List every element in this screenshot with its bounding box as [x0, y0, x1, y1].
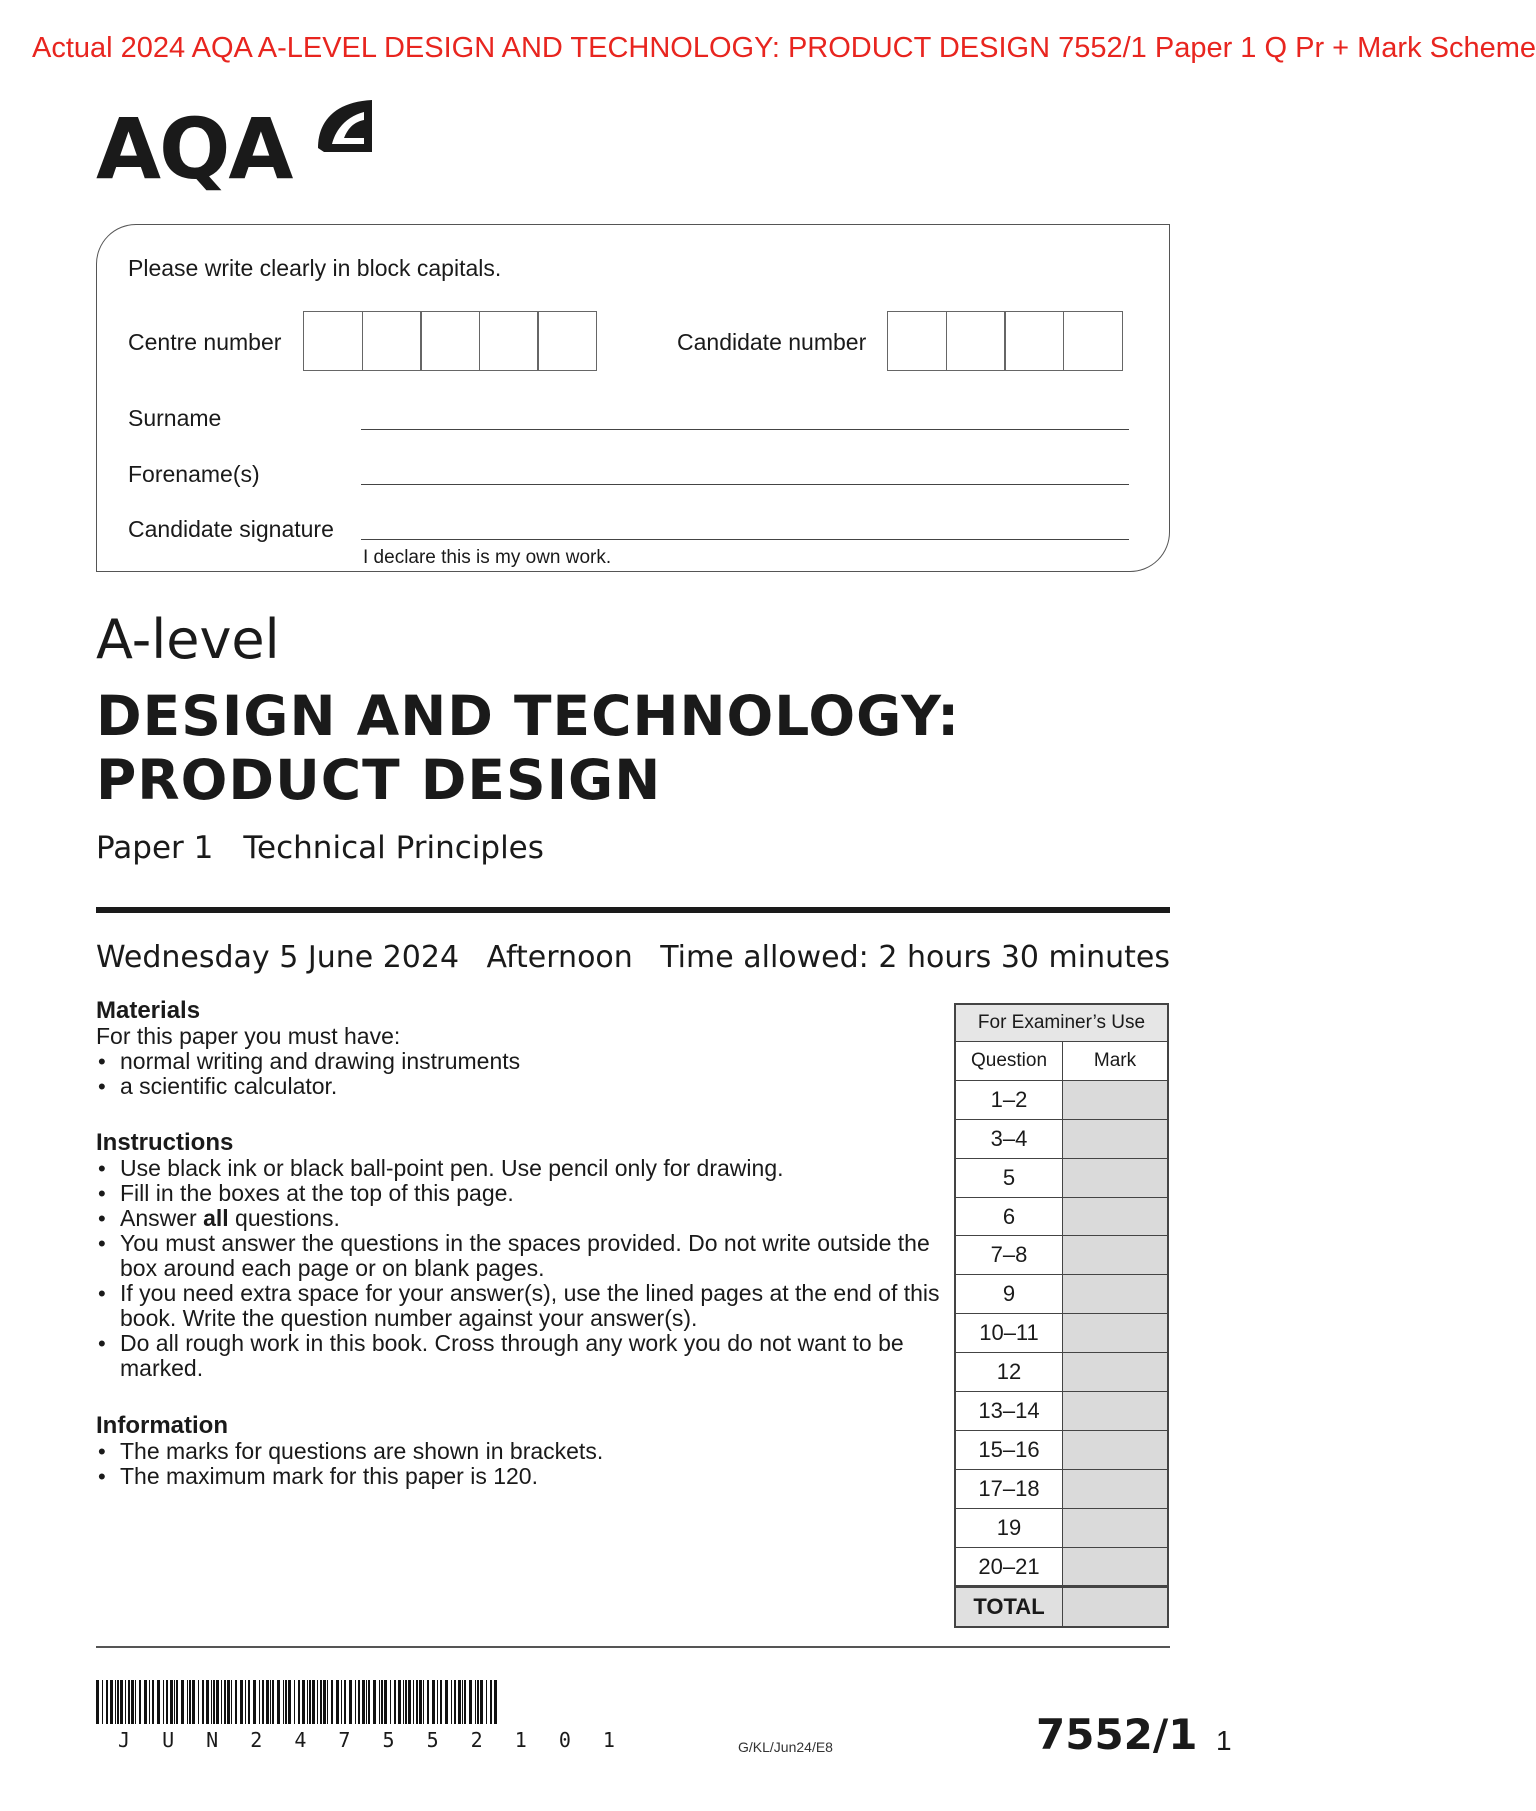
mark-entry-cell[interactable]	[1063, 1470, 1167, 1508]
candidate-number-box[interactable]	[1063, 311, 1123, 371]
materials-section	[96, 998, 956, 1099]
exam-date: Wednesday 5 June 2024	[96, 940, 460, 975]
mark-entry-cell[interactable]	[1063, 1081, 1167, 1119]
question-number-cell: 7–8	[956, 1236, 1063, 1274]
instructions-section	[96, 1130, 956, 1381]
examiner-table-row	[956, 1120, 1167, 1159]
list-item: • normal writing and drawing instruments	[96, 1049, 956, 1074]
mark-entry-cell[interactable]	[1063, 1120, 1167, 1158]
subject-title-line1: DESIGN AND TECHNOLOGY:	[96, 684, 961, 748]
materials-heading: Materials	[96, 997, 201, 1024]
examiner-use-table	[954, 1003, 1169, 1628]
list-item: • Fill in the boxes at the top of this page.	[96, 1181, 956, 1206]
mark-entry-cell[interactable]	[1063, 1509, 1167, 1547]
mark-entry-cell[interactable]	[1063, 1548, 1167, 1586]
signature-label: Candidate signature	[128, 516, 334, 542]
list-item: • You must answer the questions in the spaces provided. Do not write outside the box around each page or on blank pages.	[96, 1231, 956, 1281]
subject-title	[96, 684, 960, 812]
forename-label: Forename(s)	[128, 461, 260, 487]
time-allowed: Time allowed: 2 hours 30 minutes	[660, 940, 1170, 975]
question-number-cell: 6	[956, 1198, 1063, 1236]
total-mark-cell[interactable]	[1063, 1588, 1167, 1626]
centre-number-box[interactable]	[537, 311, 597, 371]
information-list	[96, 1439, 956, 1489]
block-capitals-instruction: Please write clearly in block capitals.	[128, 255, 502, 281]
examiner-table-row	[956, 1314, 1167, 1353]
question-number-cell: 3–4	[956, 1120, 1063, 1158]
examiner-table-header-row	[956, 1042, 1167, 1081]
paper-number: Paper 1	[96, 830, 214, 866]
document-reference: G/KL/Jun24/E8	[738, 1739, 833, 1755]
subject-title-line2: PRODUCT DESIGN	[96, 748, 662, 812]
materials-list	[96, 1049, 956, 1099]
centre-number-label: Centre number	[128, 329, 282, 355]
footer-divider	[96, 1646, 1170, 1648]
total-label: TOTAL	[956, 1588, 1063, 1626]
question-column-header: Question	[956, 1042, 1063, 1080]
mark-entry-cell[interactable]	[1063, 1314, 1167, 1352]
centre-number-box[interactable]	[303, 311, 363, 371]
paper-title	[96, 828, 574, 868]
examiner-table-row	[956, 1236, 1167, 1275]
list-item: • Use black ink or black ball-point pen. Use pencil only for drawing.	[96, 1156, 956, 1181]
mark-entry-cell[interactable]	[1063, 1198, 1167, 1236]
instructions-list	[96, 1156, 956, 1381]
centre-number-box[interactable]	[420, 311, 480, 371]
centre-number-boxes[interactable]	[303, 311, 596, 371]
candidate-number-boxes[interactable]	[887, 311, 1121, 371]
declaration-text: I declare this is my own work.	[363, 547, 612, 568]
forename-field[interactable]	[361, 484, 1129, 485]
list-item: • The maximum mark for this paper is 120.	[96, 1464, 956, 1489]
mark-entry-cell[interactable]	[1063, 1431, 1167, 1469]
question-number-cell: 12	[956, 1353, 1063, 1391]
question-number-cell: 20–21	[956, 1548, 1063, 1586]
examiner-table-row	[956, 1392, 1167, 1431]
question-number-cell: 5	[956, 1159, 1063, 1197]
list-item: • The marks for questions are shown in brackets.	[96, 1439, 956, 1464]
mark-entry-cell[interactable]	[1063, 1159, 1167, 1197]
aqa-logo	[96, 96, 376, 196]
paper-name: Technical Principles	[243, 830, 544, 866]
question-number-cell: 1–2	[956, 1081, 1063, 1119]
signature-field[interactable]	[361, 539, 1129, 540]
centre-number-box[interactable]	[362, 311, 422, 371]
page-number: 1	[1216, 1725, 1232, 1756]
examiner-table-row	[956, 1159, 1167, 1198]
instructions-heading: Instructions	[96, 1129, 234, 1156]
question-number-cell: 17–18	[956, 1470, 1063, 1508]
aqa-logo-mark-icon	[314, 96, 376, 158]
examiner-table-heading: For Examiner’s Use	[956, 1005, 1167, 1042]
candidate-number-box[interactable]	[946, 311, 1006, 371]
surname-field[interactable]	[361, 429, 1129, 430]
information-heading: Information	[96, 1412, 228, 1439]
list-item: • a scientific calculator.	[96, 1074, 956, 1099]
qualification-title: A-level	[96, 608, 280, 671]
centre-number-box[interactable]	[479, 311, 539, 371]
candidate-details-box	[96, 224, 1170, 572]
question-number-cell: 10–11	[956, 1314, 1063, 1352]
question-number-cell: 19	[956, 1509, 1063, 1547]
mark-entry-cell[interactable]	[1063, 1392, 1167, 1430]
total-row	[956, 1586, 1167, 1626]
barcode-icon	[96, 1680, 500, 1724]
aqa-logo-text: AQA	[96, 100, 292, 198]
candidate-number-label: Candidate number	[677, 329, 867, 355]
question-number-cell: 13–14	[956, 1392, 1063, 1430]
examiner-table-row	[956, 1509, 1167, 1548]
title-divider	[96, 907, 1170, 913]
mark-column-header: Mark	[1063, 1042, 1167, 1080]
exam-date-line	[96, 938, 1170, 978]
examiner-table-row	[956, 1353, 1167, 1392]
mark-entry-cell[interactable]	[1063, 1275, 1167, 1313]
list-item: • Answer all questions.	[96, 1206, 956, 1231]
examiner-table-row	[956, 1431, 1167, 1470]
candidate-number-box[interactable]	[887, 311, 947, 371]
mark-entry-cell[interactable]	[1063, 1236, 1167, 1274]
paper-code: 7552/1	[1036, 1710, 1198, 1759]
exam-session: Afternoon	[486, 940, 633, 975]
materials-intro: For this paper you must have:	[96, 1023, 401, 1049]
list-item: • Do all rough work in this book. Cross through any work you do not want to be marked.	[96, 1331, 956, 1381]
examiner-table-row	[956, 1081, 1167, 1120]
mark-entry-cell[interactable]	[1063, 1353, 1167, 1391]
question-number-cell: 15–16	[956, 1431, 1063, 1469]
examiner-table-row	[956, 1275, 1167, 1314]
examiner-table-row	[956, 1198, 1167, 1237]
document-banner: Actual 2024 AQA A-LEVEL DESIGN AND TECHNOLOGY: PRODUCT DESIGN 7552/1 Paper 1 Q Pr + Mark Scheme	[32, 32, 1536, 64]
examiner-table-row	[956, 1470, 1167, 1509]
list-item: • If you need extra space for your answer(s), use the lined pages at the end of this book. Write the question number against your answer(s).	[96, 1281, 956, 1331]
information-section	[96, 1413, 956, 1489]
question-number-cell: 9	[956, 1275, 1063, 1313]
candidate-number-box[interactable]	[1004, 311, 1064, 371]
barcode-number: J U N 2 4 7 5 5 2 1 0 1	[118, 1728, 625, 1752]
examiner-table-row	[956, 1548, 1167, 1587]
surname-label: Surname	[128, 405, 222, 431]
